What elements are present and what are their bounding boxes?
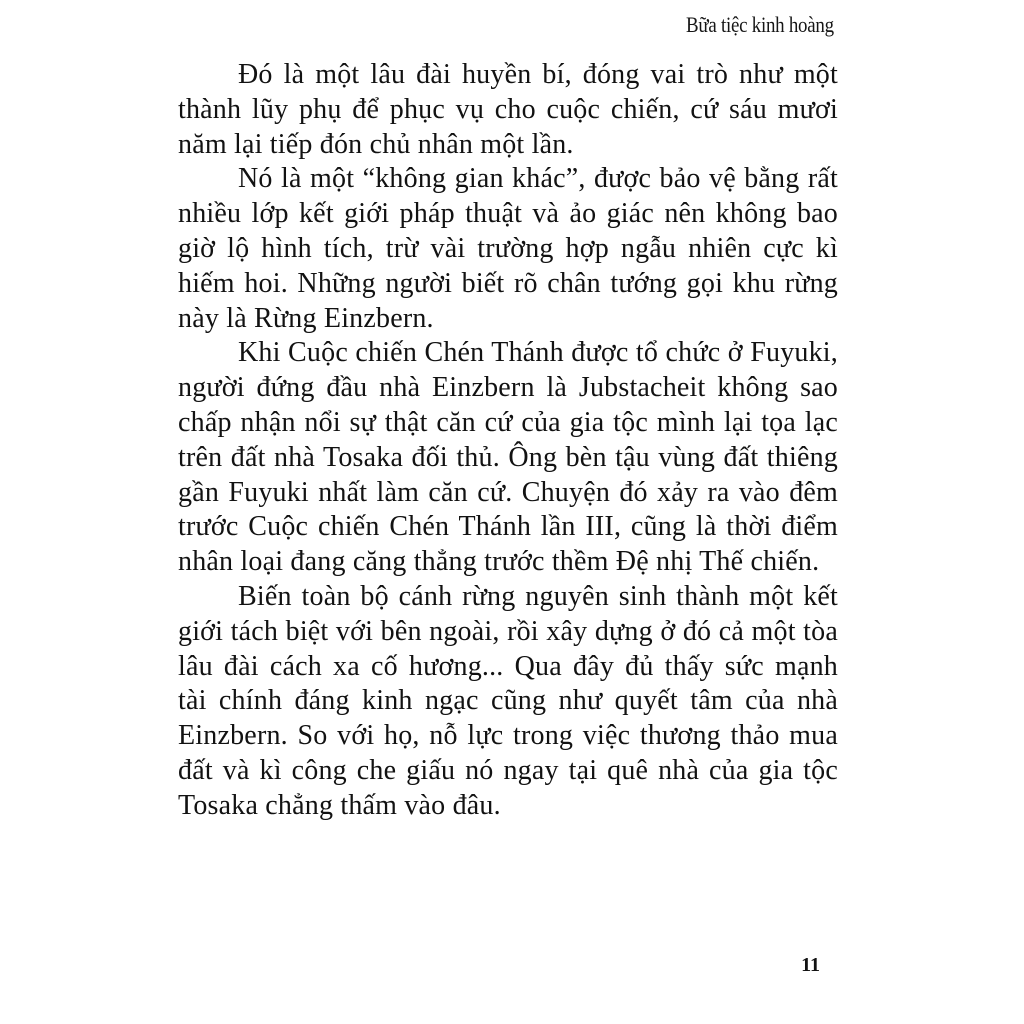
text-line: lâu đài cách xa cố hương... Qua đây đủ thấy sức mạnh	[178, 650, 838, 682]
text-line: đất và kì công che giấu nó ngay tại quê nhà của gia tộc	[178, 754, 838, 786]
text-line: gần Fuyuki nhất làm căn cứ. Chuyện đó xảy ra vào đêm	[178, 476, 838, 508]
text-line: chấp nhận nổi sự thật căn cứ của gia tộc mình lại tọa lạc	[178, 406, 838, 438]
page-number: 11	[801, 954, 820, 976]
text-line: thành lũy phụ để phục vụ cho cuộc chiến, cứ sáu mươi	[178, 93, 838, 125]
text-line: Khi Cuộc chiến Chén Thánh được tổ chức ở Fuyuki,	[238, 337, 838, 369]
text-line: này là Rừng Einzbern.	[178, 302, 434, 334]
text-line: nhân loại đang căng thẳng trước thềm Đệ nhị Thế chiến.	[178, 546, 820, 578]
text-line: tài chính đáng kinh ngạc cũng như quyết tâm của nhà	[178, 685, 838, 717]
text-line: Đó là một lâu đài huyền bí, đóng vai trò như một	[238, 59, 838, 90]
text-line: giờ lộ hình tích, trừ vài trường hợp ngẫu nhiên cực kì	[178, 232, 838, 264]
text-line: trước Cuộc chiến Chén Thánh lần III, cũng là thời điểm	[178, 511, 838, 543]
body-text	[178, 58, 838, 824]
text-line: hiếm hoi. Những người biết rõ chân tướng gọi khu rừng	[178, 267, 838, 299]
running-header: Bữa tiệc kinh hoàng	[686, 12, 834, 37]
text-line: người đứng đầu nhà Einzbern là Jubstacheit không sao	[178, 372, 838, 404]
text-line: trên đất nhà Tosaka đối thủ. Ông bèn tậu vùng đất thiêng	[178, 441, 838, 473]
text-line: nhiều lớp kết giới pháp thuật và ảo giác nên không bao	[178, 198, 838, 230]
text-line: giới tách biệt với bên ngoài, rồi xây dựng ở đó cả một tòa	[178, 615, 838, 647]
text-line: Biến toàn bộ cánh rừng nguyên sinh thành một kết	[238, 580, 838, 612]
text-line: Nó là một “không gian khác”, được bảo vệ bằng rất	[238, 163, 838, 195]
text-line: Tosaka chẳng thấm vào đâu.	[178, 789, 501, 821]
text-line: Einzbern. So với họ, nỗ lực trong việc thương thảo mua	[178, 720, 838, 752]
text-line: năm lại tiếp đón chủ nhân một lần.	[178, 128, 574, 160]
